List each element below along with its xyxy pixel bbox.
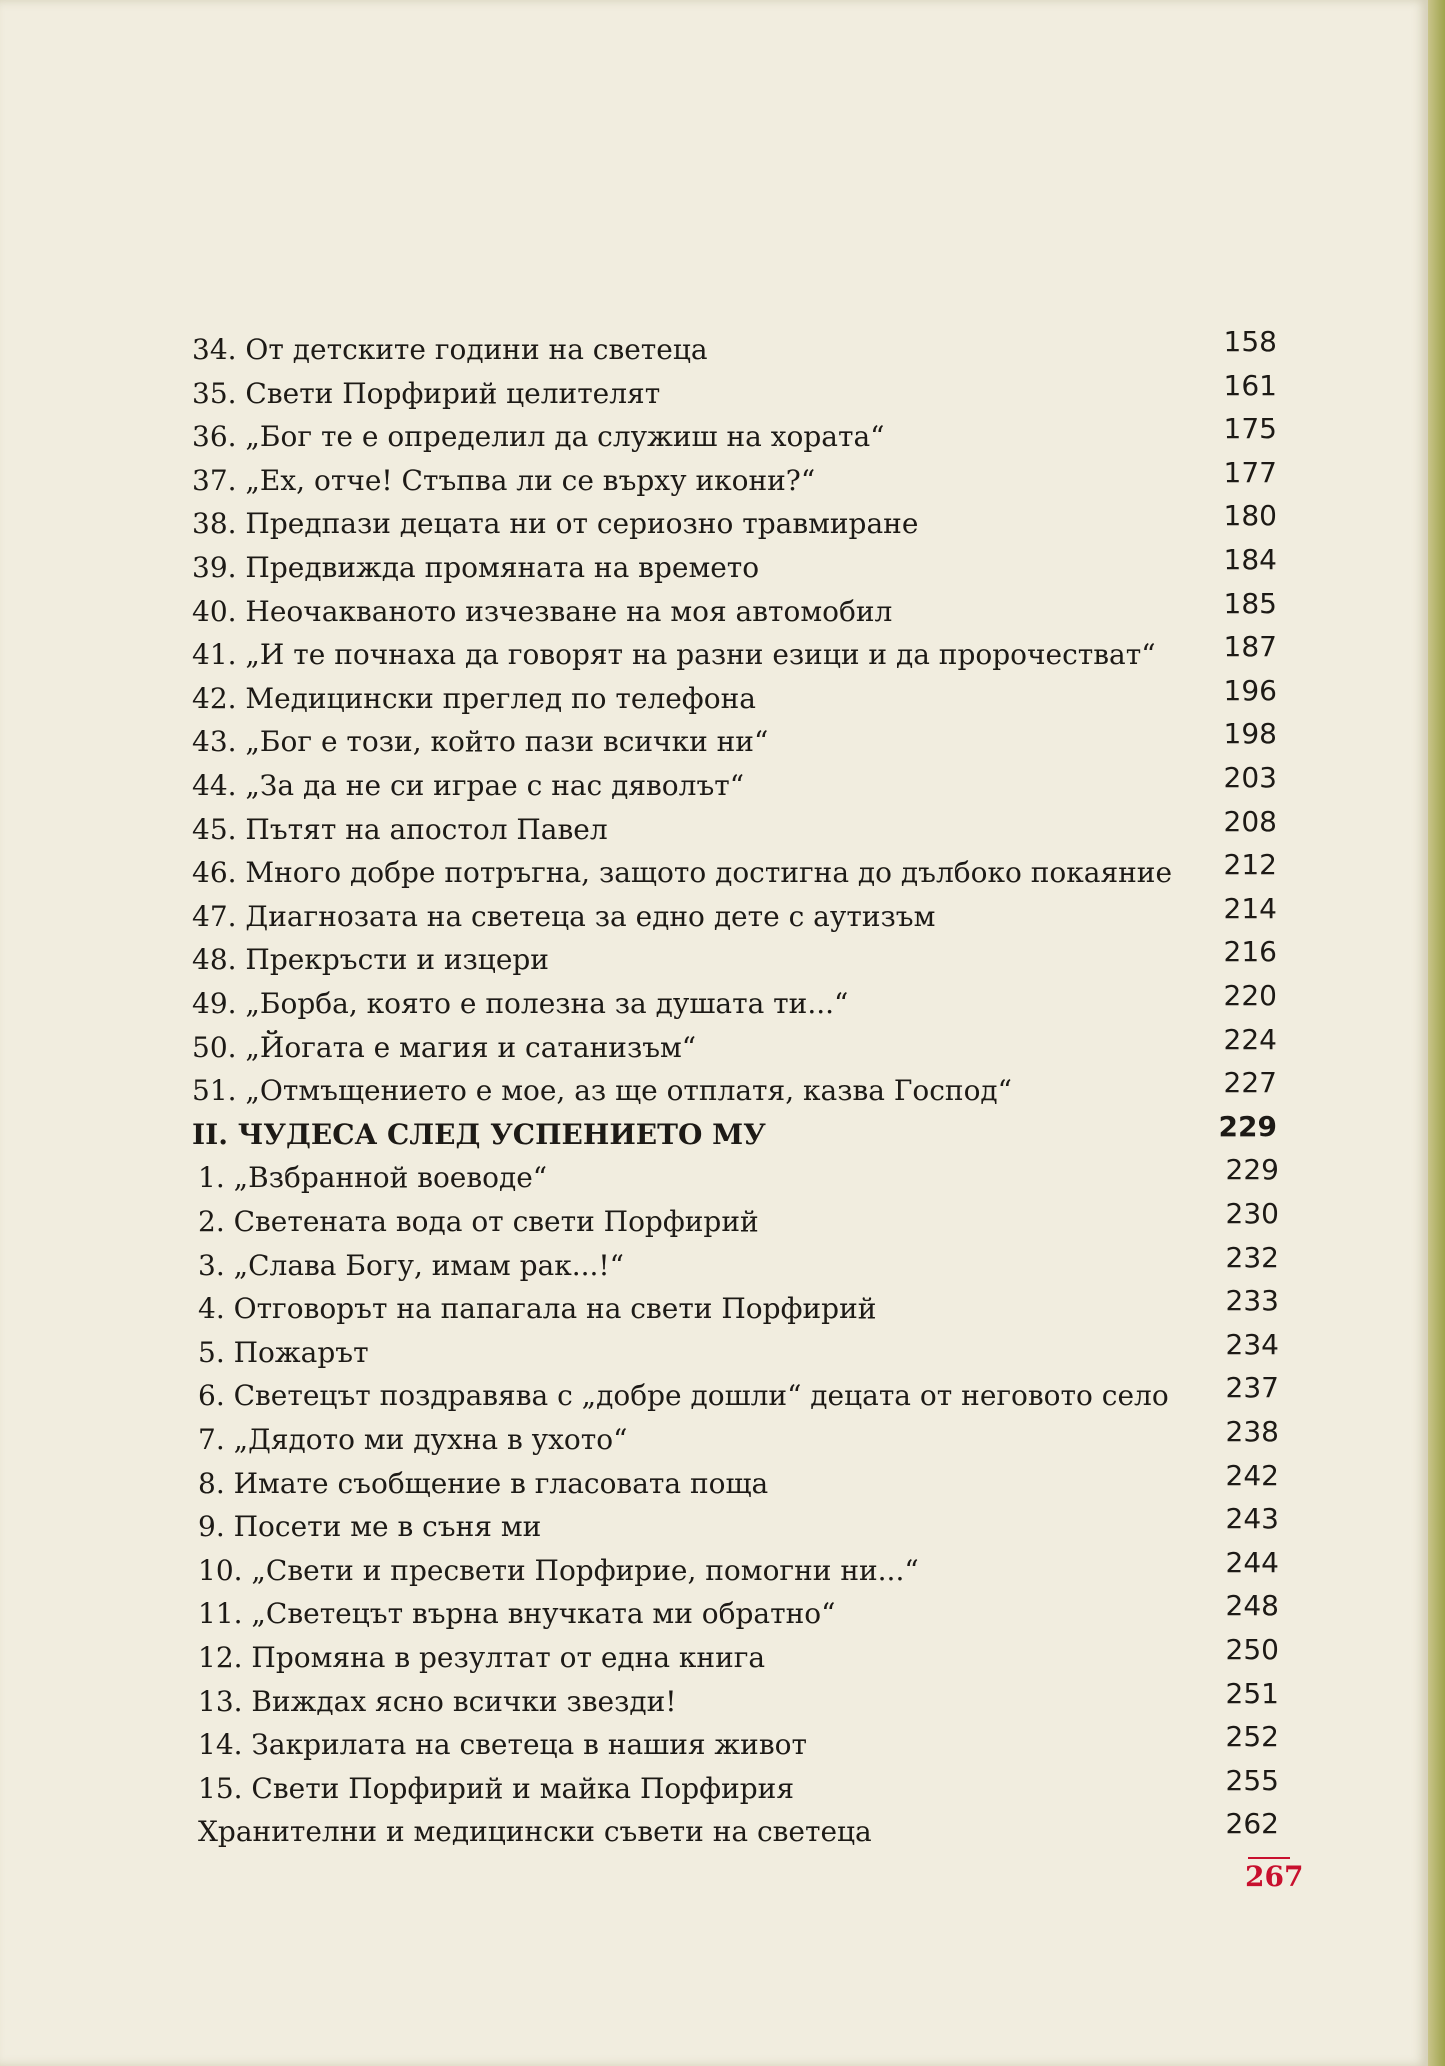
toc-entry-page: 175 [1223,412,1277,446]
toc-entry-title: 50. „Йогата е магия и сатанизъм“ [192,1030,697,1064]
toc-entry-title: 40. Неочакваното изчезване на моя автомобил [192,594,893,628]
toc-entry [192,673,1277,719]
toc-entry-title: 42. Медицински преглед по телефона [192,681,756,715]
toc-entry-title: 15. Свети Порфирий и майка Порфирия [198,1771,794,1805]
toc-entry-title: 14. Закрилата на светеца в нашия живот [198,1728,807,1762]
toc-entry-title: Хранителни и медицински съвети на светеца [198,1815,872,1849]
toc-entry-title: 46. Много добре потръгна, защото достигна до дълбоко покаяние [192,856,1173,890]
toc-entry-title: 10. „Свети и пресвети Порфирие, помогни ни...“ [198,1553,919,1587]
toc-entry-title: 38. Предпази децата ни от сериозно травмиране [192,507,919,541]
toc-entry-page: 234 [1225,1327,1279,1361]
toc-entry-page: 208 [1223,804,1277,838]
toc-entry [192,368,1277,414]
toc-entry-title: 9. Посети ме в съня ми [198,1510,542,1544]
toc-entry-title: 35. Свети Порфирий целителят [192,376,661,410]
toc-entry [192,455,1277,501]
toc-entry-page: 161 [1223,368,1277,402]
toc-entry-page: 250 [1225,1633,1279,1666]
toc-entry-title: 34. От детските години на светеца [192,333,708,366]
toc-entry [198,1633,1279,1678]
toc-entry [192,717,1277,762]
toc-entry [198,1327,1279,1373]
toc-entry [192,891,1277,937]
toc-entry-title: 36. „Бог те е определил да служиш на хората“ [192,420,885,454]
toc-entry-page: 262 [1225,1807,1279,1841]
toc-entry-title: 45. Пътят на апостол Павел [192,812,608,846]
toc-entry-page: 252 [1225,1720,1279,1754]
toc-entry-page: 237 [1225,1371,1279,1405]
toc-entry [198,1763,1279,1809]
toc-entry-title: 44. „За да не си играе с нас дяволът“ [192,769,745,802]
toc-entry-page: 255 [1225,1763,1279,1797]
toc-entry-title: 4. Отговорът на папагала на свети Порфирий [198,1292,877,1326]
toc-entry-title: 43. „Бог е този, който пази всички ни“ [192,725,769,759]
folio-rule [1248,1857,1290,1859]
toc-entry [192,761,1277,806]
toc-entry [192,630,1277,675]
toc-entry [192,804,1277,850]
toc-entry [198,1807,1279,1852]
toc-entry-title: 51. „Отмъщението е мое, аз ще отплатя, казва Господ“ [192,1074,1012,1108]
toc-entry [198,1197,1279,1242]
toc-entry [198,1589,1279,1634]
toc-entry-page: 198 [1223,717,1277,751]
toc-entry-title: 48. Прекръсти и изцери [192,943,549,977]
toc-entry [192,412,1277,457]
toc-entry [198,1545,1279,1591]
toc-entry [192,325,1277,370]
toc-entry-page: 230 [1225,1197,1279,1230]
toc-entry [192,1022,1277,1068]
toc-entry-title: 3. „Слава Богу, имам рак...!“ [198,1248,624,1282]
toc-entry [192,586,1277,632]
toc-entry [192,543,1277,588]
toc-entry [192,979,1277,1024]
toc-entry-page: 243 [1225,1502,1279,1536]
toc-entry [198,1415,1279,1460]
toc-entry-page: 232 [1225,1240,1279,1274]
toc-entry [192,935,1277,980]
page-number: 267 [1245,1860,1304,1893]
toc-entry-page: 229 [1218,1109,1277,1143]
toc-entry-page: 220 [1223,979,1277,1012]
toc-entry-page: 251 [1225,1676,1279,1710]
toc-entry-page: 180 [1223,499,1277,533]
toc-entry [198,1153,1279,1198]
toc-entry [198,1458,1279,1504]
toc-entry-page: 224 [1223,1022,1277,1056]
toc-entry [198,1676,1279,1722]
toc-entry-title: 49. „Борба, която е полезна за душата ти...“ [192,987,849,1020]
toc-entry-page: 203 [1223,761,1277,794]
page-edge [1428,0,1445,2066]
toc-entry [198,1284,1279,1329]
toc-entry [198,1371,1279,1416]
toc-entry-page: 233 [1225,1284,1279,1318]
toc-entry-title: 47. Диагнозата на светеца за едно дете с аутизъм [192,899,936,933]
toc-entry-title: 2. Светената вода от свети Порфирий [198,1205,759,1238]
toc-entry-page: 238 [1225,1415,1279,1448]
toc-entry-page: 185 [1223,586,1277,620]
toc-entry-page: 248 [1225,1589,1279,1623]
toc-entry-page: 196 [1223,673,1277,707]
toc-entry-title: 8. Имате съобщение в гласовата поща [198,1466,769,1500]
toc-entry-page: 244 [1225,1545,1279,1579]
toc-entry-page: 184 [1223,543,1277,576]
toc-entry-page: 216 [1223,935,1277,969]
toc-entry-page: 177 [1223,455,1277,489]
toc-entry [198,1720,1279,1765]
toc-entry [198,1502,1279,1547]
toc-entry-title: 1. „Взбранной воеводе“ [198,1161,548,1195]
toc-entry [198,1240,1279,1286]
toc-entry-title: 39. Предвижда промяната на времето [192,551,760,584]
toc-entry [192,848,1277,893]
toc-entry [192,499,1277,544]
toc-entry-title: 11. „Светецът върна внучката ми обратно“ [198,1597,836,1631]
toc-entry-title: 6. Светецът поздравява с „добре дошли“ децата от неговото село [198,1379,1169,1413]
toc-entry-page: 229 [1225,1153,1279,1187]
toc-entry-title: 37. „Ех, отче! Стъпва ли се върху икони?“ [192,463,816,497]
toc-entry-title: 5. Пожарът [198,1335,369,1369]
toc-entry-page: 242 [1225,1458,1279,1492]
toc-entry-page: 214 [1223,891,1277,925]
toc-entry-page: 212 [1223,848,1277,882]
toc-entry-page: 227 [1223,1066,1277,1100]
toc-entry-title: 12. Промяна в резултат от една книга [198,1641,766,1674]
section-heading [192,1109,1277,1155]
toc-entry-title: 13. Виждах ясно всички звезди! [198,1684,677,1718]
toc-entry-title: 7. „Дядото ми духна в ухото“ [198,1423,628,1456]
toc-entry-title: 41. „И те почнаха да говорят на разни езици и да пророчестват“ [192,638,1156,672]
toc-entry-title: II. ЧУДЕСА СЛЕД УСПЕНИЕТО МУ [192,1117,766,1151]
toc-entry-page: 158 [1223,325,1277,358]
toc-entry [192,1066,1277,1111]
toc-entry-page: 187 [1223,630,1277,664]
